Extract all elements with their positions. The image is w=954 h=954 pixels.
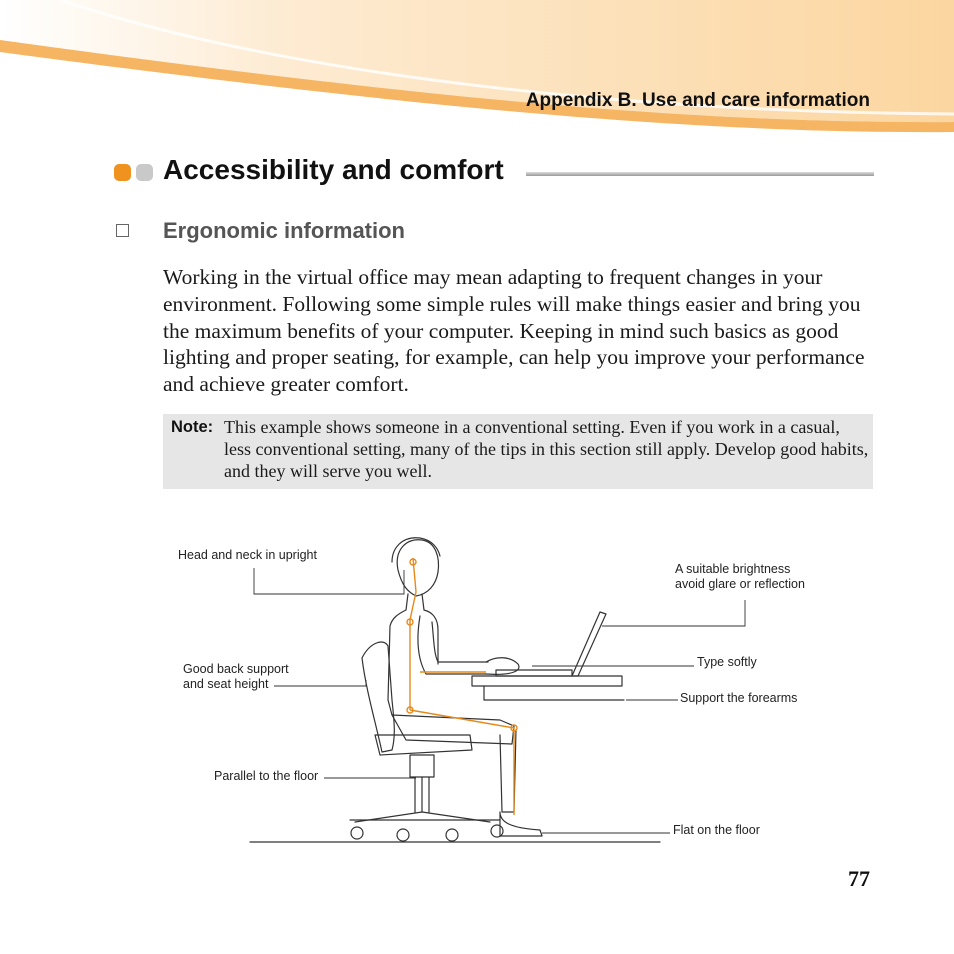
title-rule xyxy=(526,172,874,176)
label-type-softly: Type softly xyxy=(697,655,757,669)
note-label: Note: xyxy=(171,418,214,436)
label-flat-floor: Flat on the floor xyxy=(673,823,760,837)
label-parallel-floor: Parallel to the floor xyxy=(214,769,319,783)
appendix-header: Appendix B. Use and care information xyxy=(525,90,870,111)
note-box xyxy=(163,414,873,489)
orange-dot-icon xyxy=(114,164,131,181)
label-head-neck: Head and neck in upright xyxy=(178,548,317,562)
gray-dot-icon xyxy=(136,164,153,181)
square-bullet-icon xyxy=(116,224,129,237)
label-back-support-1: Good back support xyxy=(183,662,289,676)
label-back-support-2: and seat height xyxy=(183,677,269,691)
label-support-forearms: Support the forearms xyxy=(680,691,798,705)
page-number: 77 xyxy=(848,866,870,891)
header-band xyxy=(0,0,954,140)
body-paragraph: Working in the virtual office may mean adapting to frequent changes in your environment. Following some simple rules will make things easier and bring you the maximum benefits of your computer. Keeping in mind such basics as good lighting and proper seating, for example, can help you improve your performance and achieve greater comfort. xyxy=(163,265,865,397)
ergonomic-figure xyxy=(170,530,820,850)
subsection-title: Ergonomic information xyxy=(163,218,405,243)
section-title: Accessibility and comfort xyxy=(163,154,504,185)
label-brightness-1: A suitable brightness xyxy=(675,562,791,576)
note-text: This example shows someone in a conventional setting. Even if you work in a casual, less conventional setting, many of the tips in this section still apply. Develop good habits, and they will serve you well. xyxy=(224,417,869,481)
label-brightness-2: avoid glare or reflection xyxy=(675,577,805,591)
